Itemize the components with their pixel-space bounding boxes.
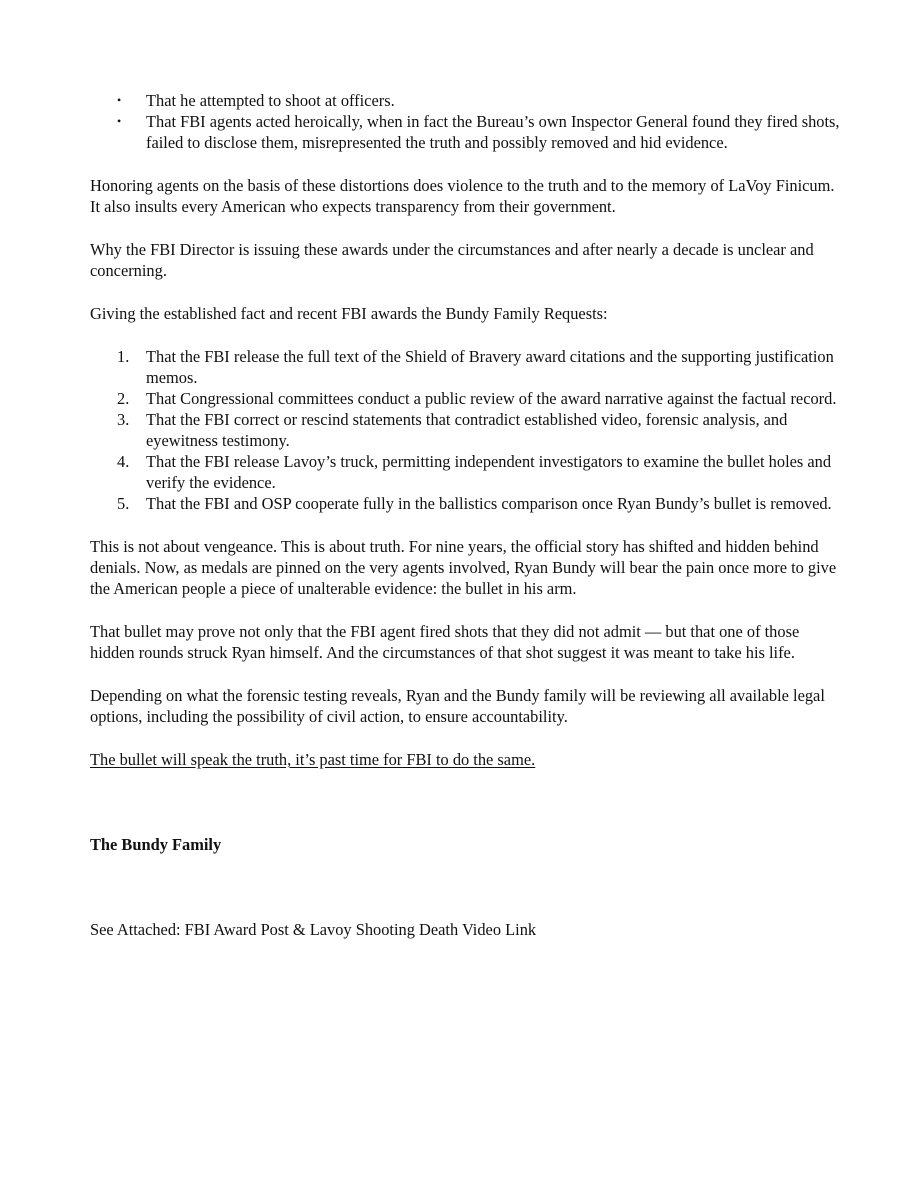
request-text: That the FBI correct or rescind statements that contradict established video, forensic analysis, and eyewitness testimony. (146, 410, 788, 450)
request-text: That the FBI release Lavoy’s truck, permitting independent investigators to examine the bullet holes and verify the evidence. (146, 452, 832, 492)
request-number: 1. (117, 347, 130, 366)
bullet-text: That FBI agents acted heroically, when in fact the Bureau’s own Inspector General found they fired shots, failed to disclose them, misrepresented the truth and possibly removed and hid evidence. (146, 112, 840, 152)
request-number: 5. (117, 494, 130, 513)
closing-statement: The bullet will speak the truth, it’s past time for FBI to do the same. (90, 750, 536, 769)
document-page (90, 90, 845, 940)
request-item (90, 493, 845, 514)
paragraph-honoring: Honoring agents on the basis of these distortions does violence to the truth and to the memory of LaVoy Finicum. It also insults every American who expects transparency from their government. (90, 176, 835, 216)
request-item (90, 409, 845, 451)
request-item (90, 451, 845, 493)
bullet-point-icon: • (117, 93, 122, 107)
request-number: 3. (117, 410, 130, 429)
request-text: That the FBI and OSP cooperate fully in the ballistics comparison once Ryan Bundy’s bullet is removed. (146, 494, 832, 513)
request-number: 2. (117, 389, 130, 408)
bullet-item (90, 90, 845, 111)
paragraph-depending: Depending on what the forensic testing reveals, Ryan and the Bundy family will be reviewing all available legal options, including the possibility of civil action, to ensure accountability. (90, 686, 825, 726)
bullet-text: That he attempted to shoot at officers. (146, 91, 395, 110)
request-number: 4. (117, 452, 130, 471)
request-text: That the FBI release the full text of the Shield of Bravery award citations and the supporting justification memos. (146, 347, 834, 387)
paragraph-why: Why the FBI Director is issuing these awards under the circumstances and after nearly a decade is unclear and concerning. (90, 240, 814, 280)
paragraph-giving: Giving the established fact and recent FBI awards the Bundy Family Requests: (90, 304, 608, 323)
request-item (90, 346, 845, 388)
bullet-item (90, 111, 845, 153)
request-text: That Congressional committees conduct a public review of the award narrative against the factual record. (146, 389, 837, 408)
bullet-list (90, 90, 845, 153)
bullet-point-icon: • (117, 114, 122, 128)
paragraph-bullet: That bullet may prove not only that the FBI agent fired shots that they did not admit — but that one of those hidden rounds struck Ryan himself. And the circumstances of that shot suggest it was meant to take his life. (90, 622, 800, 662)
request-item (90, 388, 845, 409)
paragraph-vengeance: This is not about vengeance. This is about truth. For nine years, the official story has shifted and hidden behind denials. Now, as medals are pinned on the very agents involved, Ryan Bundy will bear the pain once more to give the American people a piece of unalterable evidence: the bullet in his arm. (90, 537, 837, 598)
attachments-note: See Attached: FBI Award Post & Lavoy Shooting Death Video Link (90, 920, 537, 939)
requests-list (90, 346, 845, 514)
signature: The Bundy Family (90, 835, 222, 854)
